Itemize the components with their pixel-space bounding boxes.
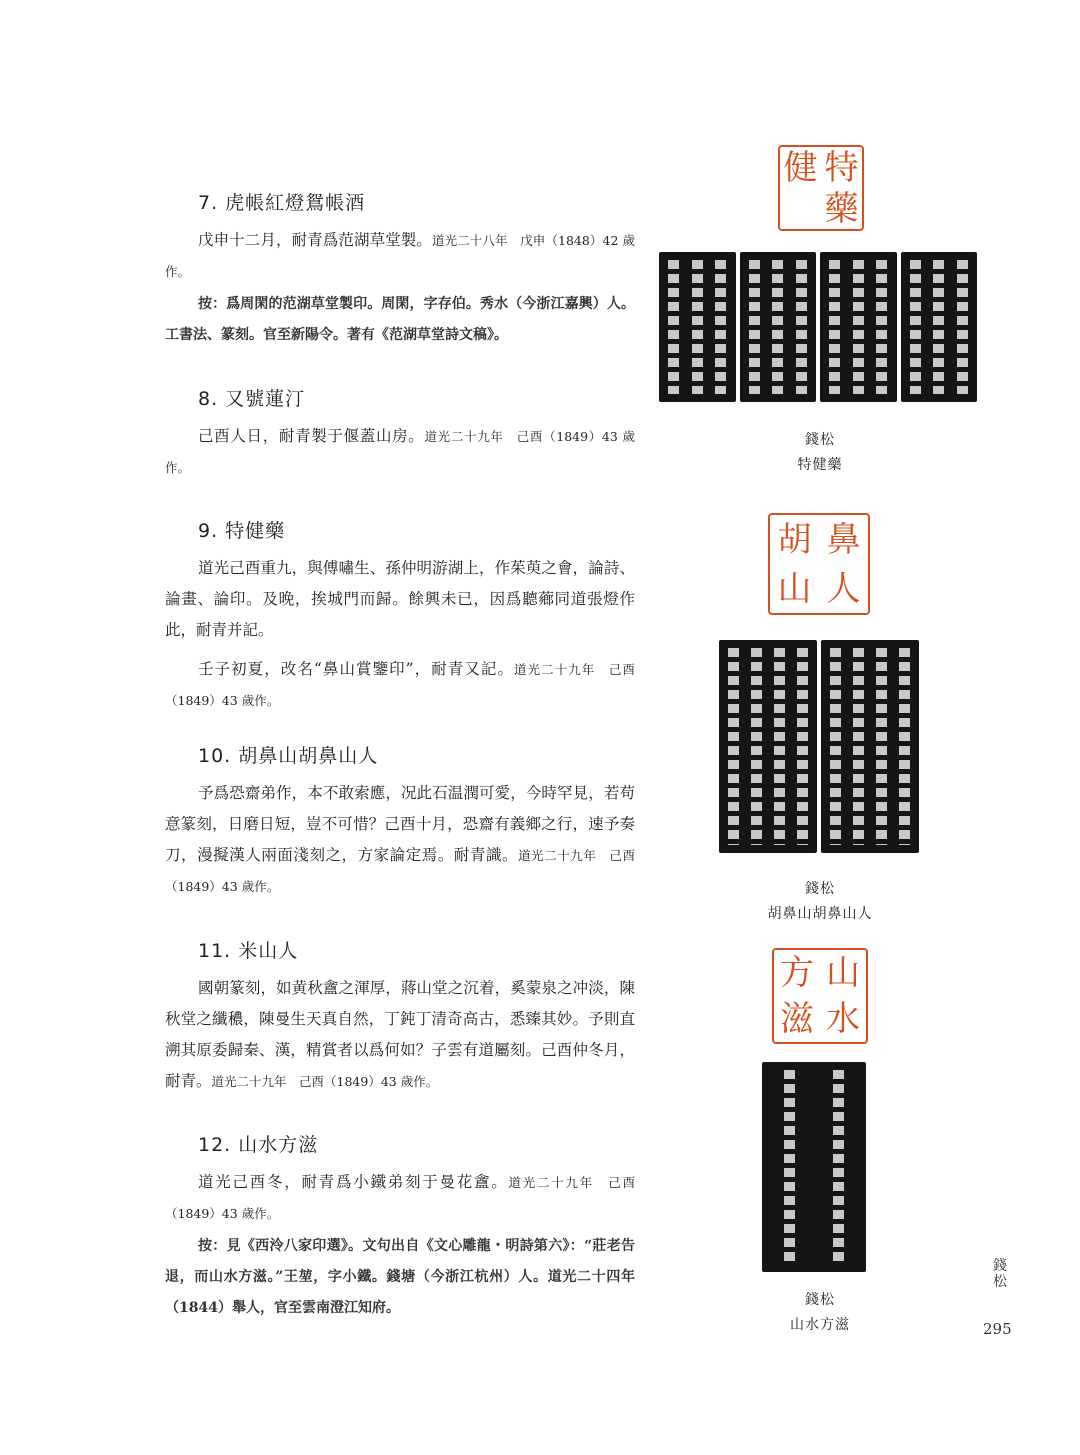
entry-main-2: 壬子初夏，改名“鼻山賞鑒印”，耐青又記。 <box>198 660 515 678</box>
entry-text <box>165 973 635 1097</box>
seal-impression <box>772 948 868 1044</box>
entry-text <box>165 654 635 716</box>
figure-caption <box>750 877 890 927</box>
entry-date: 道光二十九年 己酉（1849）43 歲作。 <box>165 1175 635 1221</box>
entry-date: 道光二十九年 己酉（1849）43 歲作。 <box>211 1074 439 1089</box>
seal-char: 藥 <box>824 188 859 229</box>
entry-text <box>165 1167 635 1229</box>
entry-text <box>165 225 635 287</box>
seal-char: 山 <box>826 953 860 993</box>
entry-text <box>165 778 635 902</box>
rubbing-panel <box>762 1062 866 1272</box>
caption-artist: 錢松 <box>805 881 835 897</box>
caption-title: 特健藥 <box>797 457 843 473</box>
entry-heading: 10. 胡鼻山胡鼻山人 <box>198 745 379 767</box>
entry-date: 道光二十九年 己酉（1849）43 歲作。 <box>165 662 635 708</box>
entry-heading: 12. 山水方滋 <box>198 1134 319 1156</box>
entry-10 <box>165 741 635 902</box>
side-inscription-rubbing <box>659 252 977 402</box>
seal-impression <box>768 513 870 615</box>
entry-main: 道光己酉重九，與傅嘯生、孫仲明游湖上，作茱萸之會，論詩、論畫、論印。及晚，挨城門而歸。餘興未已，因爲聽薌同道張燈作此，耐青并記。 <box>165 559 635 639</box>
caption-title: 胡鼻山胡鼻山人 <box>767 906 873 922</box>
entry-date: 道光二十八年 戊申（1848）42 歲作。 <box>165 233 635 279</box>
entry-heading: 9. 特健藥 <box>198 520 286 542</box>
entry-11 <box>165 936 635 1097</box>
caption-artist: 錢松 <box>805 1292 835 1308</box>
entry-note: 按：見《西泠八家印選》。文句出自《文心雕龍・明詩第六》：“莊老告退，而山水方滋。”王堃，字小鐵。錢塘（今浙江杭州）人。道光二十四年（1844）舉人，官至雲南澄江知府。 <box>165 1238 635 1316</box>
entry-main: 戊申十二月，耐青爲范湖草堂製。 <box>198 231 432 249</box>
side-inscription-rubbing <box>762 1062 866 1272</box>
entry-main: 予爲恐齋弟作，本不敢索應，况此石温潤可愛，今時罕見，若苟意篆刻，日磨日短，豈不可惜？己酉十月，恐齋有義鄉之行，速予奏刀，漫擬漢人兩面淺刻之，方家論定焉。耐青識。 <box>165 784 635 864</box>
running-head: 錢松 <box>993 1258 1007 1290</box>
page-number: 295 <box>983 1320 1012 1338</box>
entry-8 <box>165 384 635 483</box>
figure-caption <box>760 428 880 478</box>
entry-heading: 7. 虎帳紅燈鴛帳酒 <box>198 192 366 214</box>
seal-char: 山 <box>777 568 812 609</box>
side-inscription-rubbing <box>719 640 919 853</box>
seal-impression <box>778 145 864 231</box>
seal-char: 特 <box>824 147 859 188</box>
entry-7 <box>165 188 635 351</box>
seal-char: 胡 <box>777 519 812 560</box>
entry-main: 道光己酉冬，耐青爲小鐵弟刻于曼花盦。 <box>198 1173 509 1191</box>
entry-9 <box>165 516 635 716</box>
seal-char: 方 <box>780 953 814 993</box>
seal-char: 健 <box>783 147 818 188</box>
figure-caption <box>760 1288 880 1338</box>
seal-char: 鼻 <box>826 519 861 560</box>
seal-char: 人 <box>826 568 861 609</box>
entry-12 <box>165 1130 635 1324</box>
entry-date: 道光二十九年 己酉（1849）43 歲作。 <box>165 429 635 475</box>
rubbing-panel <box>659 252 736 402</box>
entry-note: 按：爲周閑的范湖草堂製印。周閑，字存伯。秀水（今浙江嘉興）人。工書法、篆刻。官至新陽令。著有《范湖草堂詩文稿》。 <box>165 296 635 343</box>
rubbing-panel <box>740 252 817 402</box>
entry-text <box>165 421 635 483</box>
entry-heading: 11. 米山人 <box>198 940 299 962</box>
caption-artist: 錢松 <box>805 432 835 448</box>
entry-main: 己酉人日，耐青製于偃蓋山房。 <box>198 427 425 445</box>
rubbing-panel <box>719 640 817 853</box>
rubbing-panel <box>901 252 978 402</box>
entry-heading: 8. 又號蓮汀 <box>198 388 306 410</box>
caption-title: 山水方滋 <box>790 1317 850 1333</box>
seal-char: 滋 <box>780 999 814 1039</box>
rubbing-panel <box>820 252 897 402</box>
entry-date: 道光二十九年 己酉（1849）43 歲作。 <box>165 848 635 894</box>
rubbing-panel <box>821 640 919 853</box>
entry-main: 國朝篆刻，如黄秋盦之渾厚，蔣山堂之沉着，奚蒙泉之冲淡，陳秋堂之纖穠，陳曼生天真自然，丁鈍丁清奇高古，悉臻其妙。予則直溯其原委歸秦、漢，精賞者以爲何如？子雲有道屬刻。己酉仲冬月，耐青。 <box>165 979 635 1090</box>
seal-char: 水 <box>826 999 860 1039</box>
